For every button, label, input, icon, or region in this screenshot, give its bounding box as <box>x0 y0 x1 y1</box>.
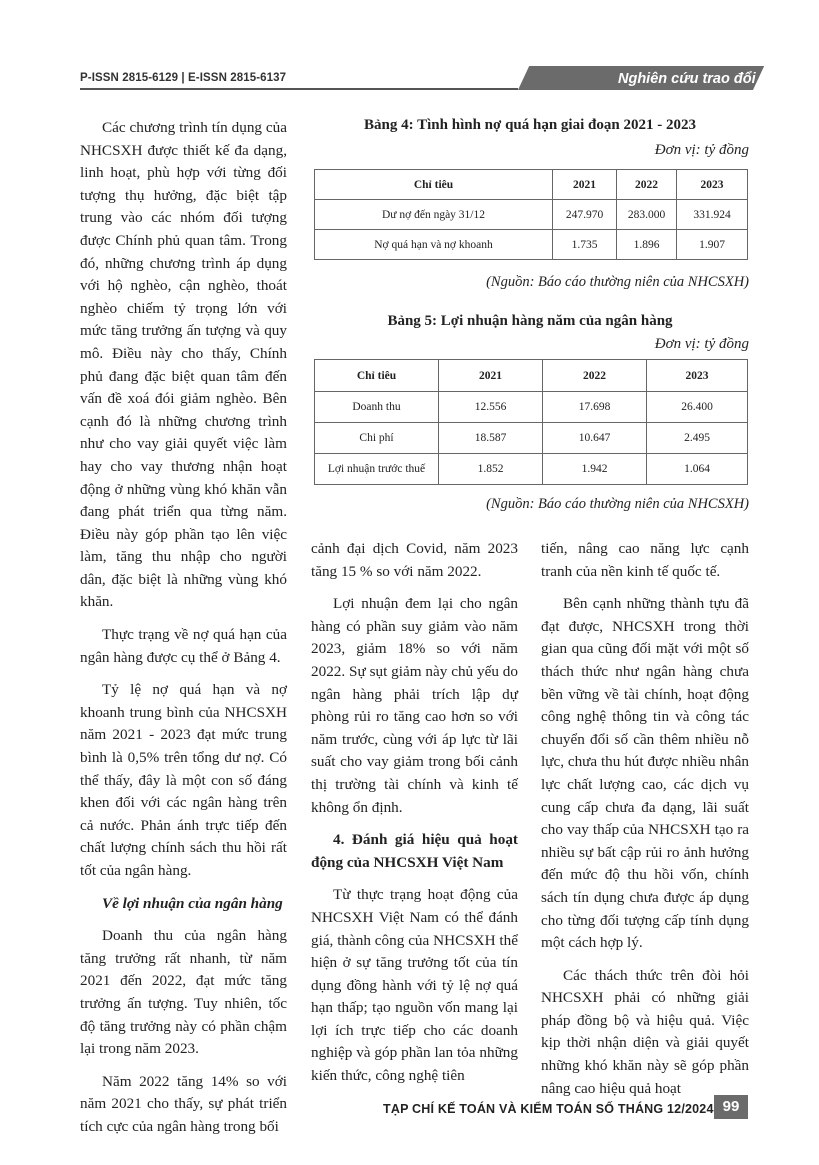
header-cell: 2022 <box>543 360 647 392</box>
table-row <box>315 230 748 260</box>
paragraph: Doanh thu của ngân hàng tăng trưởng rất nhanh, từ năm 2021 đến 2022, đạt mức tăng trưởng ấn tượng. Tuy nhiên, tốc độ tăng trưởng này có phần chậm lại trong năm 2023. <box>80 927 287 1058</box>
table-cell: 12.556 <box>439 392 543 423</box>
table-cell: 1.942 <box>543 454 647 485</box>
header-rule <box>80 88 518 90</box>
table-cell: Nợ quá hạn và nợ khoanh <box>315 230 553 260</box>
paragraph: Các thách thức trên đòi hỏi NHCSXH phải có những giải pháp đồng bộ và hiệu quả. Việc kịp thời nhận diện và giải quyết những khó khăn này sẽ góp phần nâng cao hiệu quả hoạt <box>541 966 749 1097</box>
table-row <box>315 423 748 454</box>
table-4-unit: Đơn vị: tỷ đồng <box>654 142 749 158</box>
text-column-2 <box>311 538 518 1088</box>
table-cell: 10.647 <box>543 423 647 454</box>
text-column-3 <box>541 538 749 1100</box>
table-cell: 331.924 <box>677 200 748 230</box>
paragraph: tiến, nâng cao năng lực cạnh tranh của nền kinh tế quốc tế. <box>541 540 749 580</box>
text-column-1 <box>80 117 287 1139</box>
table-cell: Chi phí <box>315 423 439 454</box>
table-row <box>315 200 748 230</box>
table-4-title: Bảng 4: Tình hình nợ quá hạn giai đoạn 2021 - 2023 <box>364 117 696 133</box>
header-cell: 2021 <box>553 170 617 200</box>
table-cell: 1.907 <box>677 230 748 260</box>
header-cell: Chỉ tiêu <box>315 360 439 392</box>
section-title: Nghiên cứu trao đổi <box>618 71 756 87</box>
table-cell: 247.970 <box>553 200 617 230</box>
page-number: 99 <box>714 1095 748 1119</box>
header-cell: 2022 <box>617 170 677 200</box>
table-cell: 17.698 <box>543 392 647 423</box>
table-cell: 18.587 <box>439 423 543 454</box>
table-5 <box>314 359 748 485</box>
paragraph: Tỷ lệ nợ quá hạn và nợ khoanh trung bình của NHCSXH năm 2021 - 2023 đạt mức trung bình là 0,5% trên tổng dư nợ. Có thể thấy, đây là một con số đáng khen đối với các ngân hàng trên cả nước. Phản ánh trực tiếp đến chất lượng chính sách thu hồi rất tốt của ngân hàng. <box>80 681 287 879</box>
subheading: Về lợi nhuận của ngân hàng <box>102 894 283 912</box>
table-cell: 283.000 <box>617 200 677 230</box>
header-cell: Chỉ tiêu <box>315 170 553 200</box>
header-cell: 2021 <box>439 360 543 392</box>
paragraph: Thực trạng về nợ quá hạn của ngân hàng được cụ thể ở Bảng 4. <box>80 626 287 666</box>
header-cell: 2023 <box>677 170 748 200</box>
table-5-source: (Nguồn: Báo cáo thường niên của NHCSXH) <box>486 496 749 512</box>
table-cell: 2.495 <box>647 423 748 454</box>
table-cell: 1.735 <box>553 230 617 260</box>
section-heading: 4. Đánh giá hiệu quả hoạt động của NHCSXH Việt Nam <box>311 831 518 871</box>
table-cell: Dư nợ đến ngày 31/12 <box>315 200 553 230</box>
table-5-title: Bảng 5: Lợi nhuận hàng năm của ngân hàng <box>387 313 673 329</box>
table-cell: 1.852 <box>439 454 543 485</box>
journal-footer: TẠP CHÍ KẾ TOÁN VÀ KIỂM TOÁN SỐ THÁNG 12/2024 <box>383 1102 714 1116</box>
table-5-unit: Đơn vị: tỷ đồng <box>654 336 749 352</box>
paragraph: Lợi nhuận đem lại cho ngân hàng có phần suy giảm vào năm 2023, giảm 18% so với năm 2022. Sự sụt giảm này chủ yếu do ngân hàng phải trích lập dự phòng rủi ro tăng cao hơn so với năm trước, cùng với áp lực từ lãi suất cho vay giảm trong bối cảnh thị trường tài chính và kinh tế không ổn định. <box>311 595 518 816</box>
table-4 <box>314 169 748 260</box>
issn-line: P-ISSN 2815-6129 | E-ISSN 2815-6137 <box>80 72 287 84</box>
table-cell: 1.896 <box>617 230 677 260</box>
header-cell: 2023 <box>647 360 748 392</box>
table-header-row <box>315 360 748 392</box>
paragraph: Bên cạnh những thành tựu đã đạt được, NHCSXH trong thời gian qua cũng đối mặt với một số thách thức như ngân hàng chưa bền vững về tài chính, hoạt động công nghệ thông tin và công tác chuyển đổi số cần thêm nhiều nỗ lực, chưa thu hút được nhiều nhân lực chất lượng cao, các dịch vụ cung cấp chưa đa dạng, lãi suất cho vay thấp của NHCSXH tạo ra nhiều sự bất cập rủi ro ảnh hưởng đến mức độ thu hồi vốn, chính sách tín dụng chưa được áp dụng cho từng đối tượng cấp tính dụng một cách hợp lý. <box>541 595 749 952</box>
table-row <box>315 392 748 423</box>
table-4-source: (Nguồn: Báo cáo thường niên của NHCSXH) <box>486 274 749 290</box>
paragraph: Các chương trình tín dụng của NHCSXH được thiết kế đa dạng, linh hoạt, phù hợp với từng đối tượng thụ hưởng, đặc biệt tập trung vào các nhóm đối tượng được Chính phủ quan tâm. Trong đó, những chương trình áp dụng với hộ nghèo, cận nghèo, thoát nghèo chiếm tỷ trọng lớn với mức tăng trưởng ấn tượng và quy mô. Điều này cho thấy, Chính phủ đang đặc biệt quan tâm đến vấn đề xoá đói giảm nghèo. Bên cạnh đó là những chương trình như cho vay giải quyết việc làm hay cho vay thương nhận hoạt động ở những vùng khó khăn vẫn đang phát triển qua từng năm. Điều này góp phần tạo lên việc làm, tăng thu nhập cho người dân, đặc biệt là những vùng khó khăn. <box>80 119 287 611</box>
paragraph: Năm 2022 tăng 14% so với năm 2021 cho thấy, sự phát triển tích cực của ngân hàng trong bối <box>80 1072 287 1135</box>
table-cell: 1.064 <box>647 454 748 485</box>
table-cell: 26.400 <box>647 392 748 423</box>
table-cell: Doanh thu <box>315 392 439 423</box>
table-header-row <box>315 170 748 200</box>
table-cell: Lợi nhuận trước thuế <box>315 454 439 485</box>
table-row <box>315 454 748 485</box>
paragraph: Từ thực trạng hoạt động của NHCSXH Việt Nam có thể đánh giá, thành công của NHCSXH thể hiện ở sự tăng trưởng tốt của tín dụng đồng hành với tỷ lệ nợ quá hạn thấp; tạo nguồn vốn mang lại lợi ích trực tiếp cho các doanh nghiệp và góp phần lan tỏa những kiến thức, công nghệ tiên <box>311 886 518 1085</box>
paragraph: cảnh đại dịch Covid, năm 2023 tăng 15 % so với năm 2022. <box>311 540 518 580</box>
